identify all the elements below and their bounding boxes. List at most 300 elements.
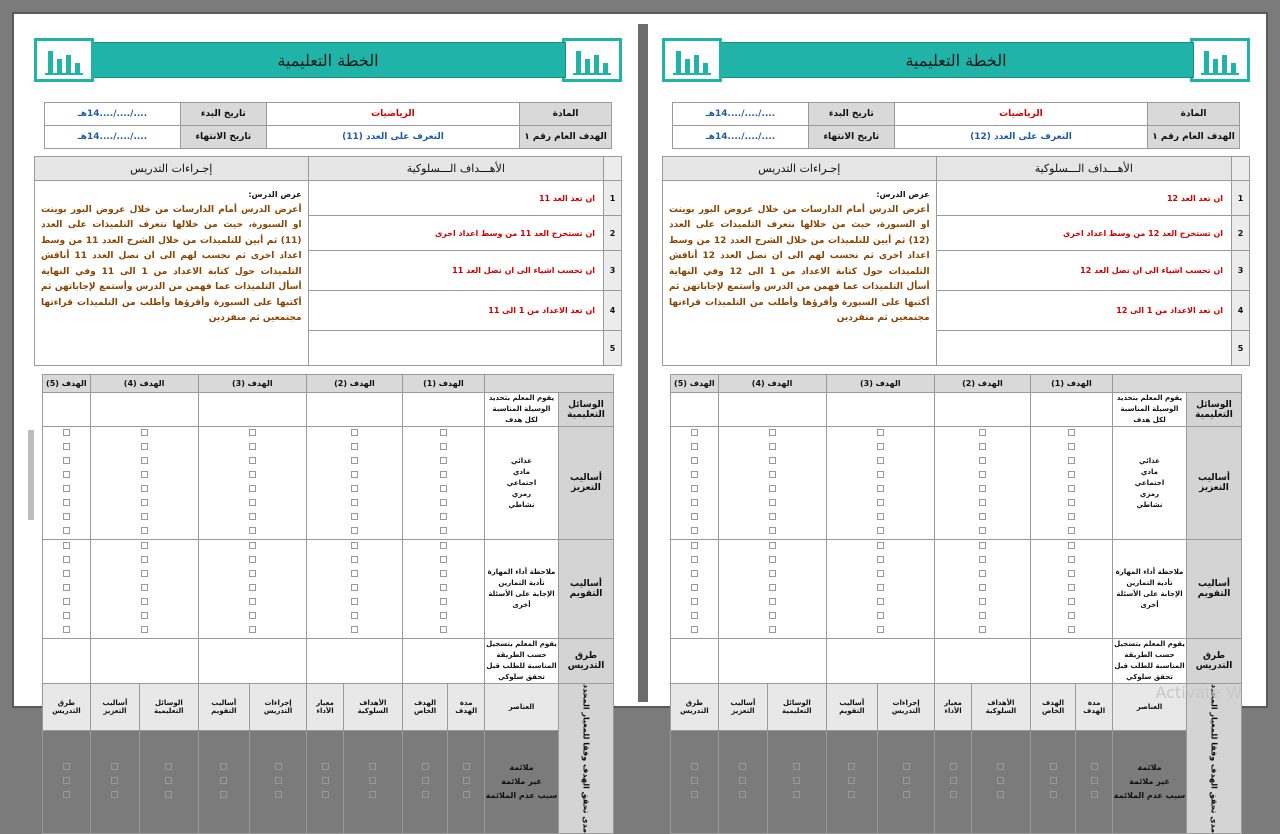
means-cell[interactable] (402, 393, 484, 427)
checkbox[interactable] (351, 527, 358, 534)
checkbox[interactable] (1050, 791, 1057, 798)
checkbox[interactable] (877, 443, 884, 450)
checkbox[interactable] (440, 542, 447, 549)
checkbox[interactable] (691, 556, 698, 563)
checkbox[interactable] (63, 598, 70, 605)
checkbox[interactable] (979, 598, 986, 605)
checkbox[interactable] (63, 471, 70, 478)
methods-cell[interactable] (718, 639, 826, 684)
checkbox-column[interactable] (935, 731, 972, 834)
checkbox[interactable] (422, 791, 429, 798)
checkbox[interactable] (249, 527, 256, 534)
checkbox[interactable] (877, 429, 884, 436)
checkbox[interactable] (351, 570, 358, 577)
element-header: أساليب التقويم (826, 684, 878, 731)
checkbox[interactable] (877, 584, 884, 591)
checkbox-column[interactable] (198, 731, 250, 834)
checkbox[interactable] (111, 763, 118, 770)
objective-text[interactable]: ان تعد العد 12 (936, 181, 1231, 216)
checkbox-column[interactable] (1030, 427, 1112, 540)
checkbox[interactable] (1068, 626, 1075, 633)
checkbox[interactable] (691, 443, 698, 450)
checkbox[interactable] (440, 570, 447, 577)
checkbox[interactable] (422, 763, 429, 770)
checkbox[interactable] (249, 471, 256, 478)
subject-value[interactable]: الرياضيات (266, 103, 519, 126)
checkbox[interactable] (351, 443, 358, 450)
checkbox[interactable] (877, 612, 884, 619)
checkbox[interactable] (739, 777, 746, 784)
checkbox[interactable] (351, 471, 358, 478)
checkbox[interactable] (440, 443, 447, 450)
checkbox[interactable] (1091, 763, 1098, 770)
checkbox[interactable] (141, 429, 148, 436)
checkbox[interactable] (877, 499, 884, 506)
checkbox[interactable] (63, 542, 70, 549)
checkbox[interactable] (997, 763, 1004, 770)
checkbox[interactable] (1068, 471, 1075, 478)
checkbox-column[interactable] (90, 731, 139, 834)
checkbox-column[interactable] (140, 731, 198, 834)
checkbox[interactable] (322, 763, 329, 770)
checkbox[interactable] (1068, 584, 1075, 591)
checkbox[interactable] (111, 777, 118, 784)
checkbox[interactable] (249, 443, 256, 450)
checkbox[interactable] (141, 471, 148, 478)
objective-text[interactable]: ان تعد العد 11 (308, 181, 603, 216)
means-cell[interactable] (1030, 393, 1112, 427)
checkbox[interactable] (979, 457, 986, 464)
checkbox[interactable] (877, 542, 884, 549)
checkbox[interactable] (769, 513, 776, 520)
checkbox[interactable] (351, 556, 358, 563)
checkbox[interactable] (691, 457, 698, 464)
checkbox[interactable] (793, 791, 800, 798)
assess-item: تأدية التمارين (1126, 579, 1173, 587)
checkbox-column[interactable] (718, 427, 826, 540)
objectives-num-header (1232, 157, 1250, 181)
checkbox-column[interactable] (671, 540, 719, 639)
subject-label: المادة (1148, 103, 1240, 126)
checkbox[interactable] (848, 763, 855, 770)
checkbox[interactable] (249, 570, 256, 577)
checkbox[interactable] (63, 626, 70, 633)
checkbox[interactable] (739, 791, 746, 798)
checkbox[interactable] (793, 763, 800, 770)
checkbox-column[interactable] (1030, 540, 1112, 639)
checkbox[interactable] (440, 499, 447, 506)
checkbox-column[interactable] (90, 427, 198, 540)
checkbox-column[interactable] (90, 540, 198, 639)
methods-cell[interactable] (671, 639, 719, 684)
checkbox[interactable] (440, 457, 447, 464)
checkbox[interactable] (249, 485, 256, 492)
checkbox[interactable] (440, 471, 447, 478)
checkbox[interactable] (877, 471, 884, 478)
checkbox[interactable] (63, 485, 70, 492)
checkbox-column[interactable] (307, 540, 403, 639)
checkbox[interactable] (769, 429, 776, 436)
checkbox[interactable] (997, 777, 1004, 784)
checkbox[interactable] (848, 791, 855, 798)
checkbox[interactable] (979, 626, 986, 633)
means-cell[interactable] (935, 393, 1031, 427)
checkbox[interactable] (440, 513, 447, 520)
objective-text[interactable]: ان تحسب اشياء الى ان تصل العد 12 (936, 251, 1231, 291)
checkbox-column[interactable] (448, 731, 485, 834)
checkbox[interactable] (1091, 777, 1098, 784)
checkbox-column[interactable] (43, 427, 91, 540)
checkbox[interactable] (979, 542, 986, 549)
objectives-table (662, 156, 1250, 366)
checkbox[interactable] (769, 443, 776, 450)
checkbox[interactable] (903, 777, 910, 784)
grid-corner (1113, 375, 1242, 393)
checkbox[interactable] (769, 556, 776, 563)
procedures-cell[interactable] (35, 181, 309, 366)
checkbox-column[interactable] (1030, 731, 1076, 834)
checkbox[interactable] (877, 485, 884, 492)
checkbox[interactable] (165, 763, 172, 770)
general-goal-value[interactable]: التعرف على العدد (12) (894, 126, 1147, 149)
checkbox[interactable] (63, 429, 70, 436)
checkbox[interactable] (63, 791, 70, 798)
checkbox[interactable] (691, 570, 698, 577)
checkbox[interactable] (249, 598, 256, 605)
objective-text[interactable]: ان تستخرج العد 11 من وسط اعداد اخرى (308, 216, 603, 251)
checkbox[interactable] (1068, 457, 1075, 464)
checkbox[interactable] (351, 584, 358, 591)
checkbox[interactable] (877, 556, 884, 563)
checkbox[interactable] (691, 527, 698, 534)
checkbox[interactable] (165, 777, 172, 784)
checkbox[interactable] (877, 457, 884, 464)
checkbox[interactable] (691, 626, 698, 633)
checkbox[interactable] (769, 499, 776, 506)
checkbox[interactable] (141, 527, 148, 534)
checkbox[interactable] (1068, 443, 1075, 450)
checkbox[interactable] (249, 626, 256, 633)
checkbox-column[interactable] (935, 427, 1031, 540)
checkbox[interactable] (63, 763, 70, 770)
checkbox[interactable] (739, 763, 746, 770)
checkbox[interactable] (1068, 556, 1075, 563)
checkbox[interactable] (63, 527, 70, 534)
checkbox[interactable] (220, 777, 227, 784)
checkbox[interactable] (141, 542, 148, 549)
checkbox[interactable] (979, 570, 986, 577)
reinforce-item: رمزي (511, 489, 532, 498)
checkbox[interactable] (979, 612, 986, 619)
checkbox[interactable] (63, 499, 70, 506)
checkbox[interactable] (769, 485, 776, 492)
procedures-text: أعرض الدرس أمام الدارسات من خلال عروض البور بوينت او السبورة، حيث من خلالها نتعرف التلميذات على العدد (11) ثم أبين للتلميذات من خلال الشرح العدد 11 من وسط اعداد اخرى ثم نحسب لهم الى ان نصل العدد 11 أناقش التلميذات حول كتابة الاعداد من 1 الى 11 وفي النهاية أسأل التلميذات عما فهمن من الدرس وأستمع لإجاباتهن ثم أكتبها على السبورة وأقرؤها وأطلب من التلميذات قراءتها مجتمعين ثم منفردين (41, 204, 302, 323)
checkbox[interactable] (1068, 429, 1075, 436)
checkbox-column[interactable] (250, 731, 307, 834)
checkbox[interactable] (691, 791, 698, 798)
checkbox-column[interactable] (671, 731, 719, 834)
checkbox-column[interactable] (1076, 731, 1113, 834)
objective-number: 2 (604, 216, 622, 251)
checkbox[interactable] (691, 763, 698, 770)
checkbox[interactable] (691, 499, 698, 506)
checkbox[interactable] (322, 777, 329, 784)
checkbox[interactable] (63, 457, 70, 464)
means-cell[interactable] (198, 393, 307, 427)
checkbox[interactable] (979, 527, 986, 534)
checkbox-column[interactable] (718, 731, 767, 834)
checkbox[interactable] (369, 763, 376, 770)
checkbox[interactable] (351, 513, 358, 520)
checkbox[interactable] (1068, 542, 1075, 549)
checkbox[interactable] (220, 791, 227, 798)
checkbox[interactable] (440, 598, 447, 605)
checkbox[interactable] (249, 612, 256, 619)
checkbox-column[interactable] (826, 427, 935, 540)
checkbox[interactable] (1068, 598, 1075, 605)
checkbox[interactable] (463, 763, 470, 770)
reinforce-items (485, 427, 559, 540)
checkbox[interactable] (769, 612, 776, 619)
checkbox[interactable] (793, 777, 800, 784)
end-date-value[interactable]: ..../..../....14هـ (45, 126, 181, 149)
goal-header: الهدف (2) (935, 375, 1031, 393)
checkbox-column[interactable] (402, 731, 448, 834)
checkbox-column[interactable] (935, 540, 1031, 639)
checkbox[interactable] (877, 570, 884, 577)
checkbox[interactable] (440, 485, 447, 492)
checkbox[interactable] (220, 763, 227, 770)
checkbox[interactable] (877, 513, 884, 520)
objective-text[interactable]: ان تستخرج العد 12 من وسط اعداد اخرى (936, 216, 1231, 251)
checkbox[interactable] (950, 763, 957, 770)
element-header: الهدف الخاص (402, 684, 448, 731)
checkbox[interactable] (63, 777, 70, 784)
checkbox[interactable] (249, 499, 256, 506)
checkbox-column[interactable] (971, 731, 1030, 834)
checkbox[interactable] (351, 598, 358, 605)
checkbox[interactable] (1091, 791, 1098, 798)
end-date-label: تاريخ الانتهاء (180, 126, 266, 149)
checkbox[interactable] (141, 485, 148, 492)
checkbox[interactable] (1050, 763, 1057, 770)
checkbox-column[interactable] (671, 427, 719, 540)
means-cell[interactable] (826, 393, 935, 427)
checkbox[interactable] (691, 584, 698, 591)
checkbox[interactable] (351, 429, 358, 436)
checkbox[interactable] (877, 598, 884, 605)
checkbox[interactable] (463, 777, 470, 784)
checkbox[interactable] (877, 626, 884, 633)
checkbox[interactable] (1068, 499, 1075, 506)
checkbox[interactable] (440, 527, 447, 534)
checkbox[interactable] (1068, 612, 1075, 619)
checkbox[interactable] (63, 612, 70, 619)
methods-cell[interactable] (402, 639, 484, 684)
checkbox[interactable] (1068, 527, 1075, 534)
checkbox[interactable] (769, 471, 776, 478)
start-date-value[interactable]: ..../..../....14هـ (673, 103, 809, 126)
checkbox[interactable] (997, 791, 1004, 798)
means-cell[interactable] (671, 393, 719, 427)
methods-cell[interactable] (90, 639, 198, 684)
reinforce-item: رمزي (1139, 489, 1160, 498)
checkbox[interactable] (111, 791, 118, 798)
checkbox[interactable] (249, 513, 256, 520)
checkbox[interactable] (691, 471, 698, 478)
checkbox[interactable] (1068, 513, 1075, 520)
methods-cell[interactable] (935, 639, 1031, 684)
checkbox[interactable] (979, 443, 986, 450)
checkbox[interactable] (249, 457, 256, 464)
checkbox-column[interactable] (198, 540, 307, 639)
checkbox[interactable] (63, 443, 70, 450)
checkbox[interactable] (979, 471, 986, 478)
checkbox[interactable] (351, 612, 358, 619)
checkbox[interactable] (275, 763, 282, 770)
means-cell[interactable] (43, 393, 91, 427)
checkbox-column[interactable] (43, 540, 91, 639)
element-header: أساليب التعزيز (718, 684, 767, 731)
checkbox[interactable] (691, 612, 698, 619)
checkbox[interactable] (769, 542, 776, 549)
checkbox[interactable] (950, 791, 957, 798)
checkbox-column[interactable] (826, 731, 878, 834)
reinforce-item: مادي (1141, 467, 1158, 476)
checkbox[interactable] (63, 556, 70, 563)
checkbox[interactable] (440, 584, 447, 591)
objective-text[interactable] (936, 331, 1231, 366)
checkbox[interactable] (351, 485, 358, 492)
plan-page-left (34, 32, 622, 834)
checkbox[interactable] (979, 485, 986, 492)
checkbox[interactable] (769, 570, 776, 577)
checkbox[interactable] (322, 791, 329, 798)
methods-cell[interactable] (1030, 639, 1112, 684)
checkbox[interactable] (63, 584, 70, 591)
checkbox[interactable] (141, 612, 148, 619)
objective-text[interactable]: ان تحسب اشياء الى ان تصل العد 11 (308, 251, 603, 291)
checkbox[interactable] (351, 457, 358, 464)
checkbox[interactable] (691, 513, 698, 520)
checkbox-column[interactable] (878, 731, 935, 834)
checkbox[interactable] (979, 499, 986, 506)
checkbox[interactable] (979, 584, 986, 591)
checkbox-column[interactable] (826, 540, 935, 639)
means-label: الوسائل التعليمية (559, 393, 614, 427)
checkbox[interactable] (141, 499, 148, 506)
end-date-value[interactable]: ..../..../....14هـ (673, 126, 809, 149)
checkbox[interactable] (691, 777, 698, 784)
checkbox[interactable] (141, 556, 148, 563)
checkbox[interactable] (249, 584, 256, 591)
checkbox[interactable] (141, 443, 148, 450)
checkbox[interactable] (769, 457, 776, 464)
means-cell[interactable] (307, 393, 403, 427)
checkbox[interactable] (1068, 485, 1075, 492)
methods-cell[interactable] (307, 639, 403, 684)
objective-text[interactable] (308, 331, 603, 366)
checkbox-column[interactable] (402, 427, 484, 540)
checkbox[interactable] (691, 429, 698, 436)
start-date-value[interactable]: ..../..../....14هـ (45, 103, 181, 126)
checkbox[interactable] (440, 612, 447, 619)
checkbox[interactable] (463, 791, 470, 798)
checkbox[interactable] (275, 777, 282, 784)
checkbox[interactable] (769, 527, 776, 534)
checkbox[interactable] (275, 791, 282, 798)
checkbox-column[interactable] (307, 731, 344, 834)
checkbox[interactable] (903, 763, 910, 770)
checkbox-column[interactable] (343, 731, 402, 834)
checkbox[interactable] (979, 513, 986, 520)
checkbox[interactable] (1068, 570, 1075, 577)
methods-cell[interactable] (43, 639, 91, 684)
checkbox[interactable] (1050, 777, 1057, 784)
checkbox[interactable] (63, 570, 70, 577)
means-cell[interactable] (90, 393, 198, 427)
checkbox[interactable] (351, 499, 358, 506)
checkbox[interactable] (63, 513, 70, 520)
objective-text[interactable]: ان تعد الاعداد من 1 الى 12 (936, 291, 1231, 331)
general-goal-value[interactable]: التعرف على العدد (11) (266, 126, 519, 149)
checkbox[interactable] (440, 556, 447, 563)
checkbox[interactable] (769, 598, 776, 605)
checkbox[interactable] (351, 626, 358, 633)
checkbox-column[interactable] (768, 731, 826, 834)
checkbox[interactable] (351, 542, 358, 549)
checkbox[interactable] (769, 626, 776, 633)
subject-value[interactable]: الرياضيات (894, 103, 1147, 126)
checkbox[interactable] (249, 556, 256, 563)
checkbox-column[interactable] (402, 540, 484, 639)
checkbox[interactable] (903, 791, 910, 798)
checkbox-column[interactable] (198, 427, 307, 540)
checkbox[interactable] (141, 513, 148, 520)
checkbox[interactable] (979, 429, 986, 436)
checkbox[interactable] (691, 485, 698, 492)
checkbox[interactable] (422, 777, 429, 784)
checkbox[interactable] (165, 791, 172, 798)
checkbox[interactable] (141, 626, 148, 633)
means-cell[interactable] (718, 393, 826, 427)
checkbox[interactable] (141, 457, 148, 464)
checkbox[interactable] (440, 626, 447, 633)
checkbox[interactable] (141, 598, 148, 605)
methods-cell[interactable] (198, 639, 307, 684)
methods-cell[interactable] (826, 639, 935, 684)
checkbox-column[interactable] (43, 731, 91, 834)
checkbox-column[interactable] (718, 540, 826, 639)
checkbox[interactable] (141, 570, 148, 577)
checkbox[interactable] (369, 777, 376, 784)
checkbox[interactable] (249, 542, 256, 549)
procedures-cell[interactable] (663, 181, 937, 366)
checkbox[interactable] (141, 584, 148, 591)
checkbox[interactable] (769, 584, 776, 591)
checkbox[interactable] (877, 527, 884, 534)
checkbox[interactable] (950, 777, 957, 784)
checkbox[interactable] (369, 791, 376, 798)
checkbox-column[interactable] (307, 427, 403, 540)
checkbox[interactable] (691, 542, 698, 549)
checkbox[interactable] (691, 598, 698, 605)
objective-text[interactable]: ان تعد الاعداد من 1 الى 11 (308, 291, 603, 331)
checkbox[interactable] (848, 777, 855, 784)
checkbox[interactable] (979, 556, 986, 563)
checkbox[interactable] (440, 429, 447, 436)
checkbox[interactable] (249, 429, 256, 436)
